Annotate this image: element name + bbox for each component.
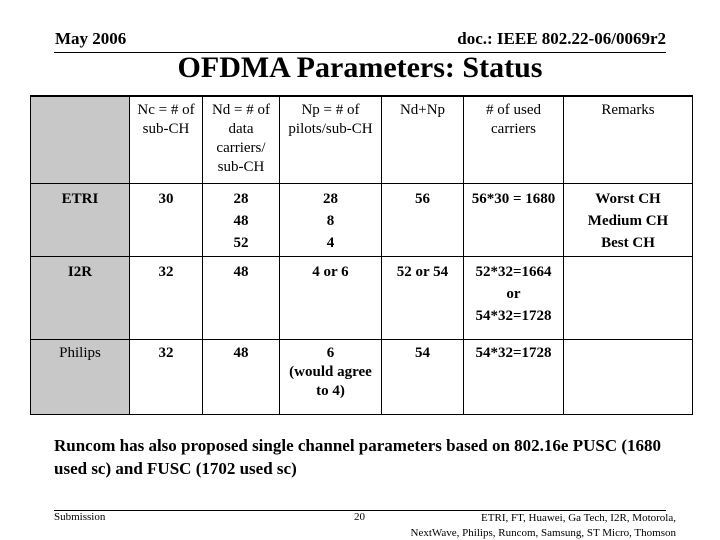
table-cell: 54 (382, 340, 464, 415)
page-number: 20 (354, 511, 365, 523)
table-cell: 28 48 52 (203, 184, 280, 257)
table-cell: 56*30 = 1680 (464, 184, 564, 257)
header-cell (31, 96, 130, 184)
row-label: I2R (31, 257, 130, 340)
header-doc-id: doc.: IEEE 802.22-06/0069r2 (457, 29, 666, 48)
header-cell: Nc = # of sub-CH (130, 96, 203, 184)
table-cell: 52 or 54 (382, 257, 464, 340)
table-cell: 6 (would agree to 4) (280, 340, 382, 415)
header-cell: Nd = # of data carriers/ sub-CH (203, 96, 280, 184)
table-row (31, 340, 693, 415)
table-cell: 54*32=1728 (464, 340, 564, 415)
table-cell: 52*32=1664 or 54*32=1728 (464, 257, 564, 340)
table-row (31, 257, 693, 340)
footer-authors (411, 511, 676, 540)
table-cell: 32 (130, 340, 203, 415)
header-cell: Nd+Np (382, 96, 464, 184)
table-cell: 32 (130, 257, 203, 340)
table-cell: 48 (203, 340, 280, 415)
table-cell: Worst CH Medium CH Best CH (564, 184, 693, 257)
table-header-row (31, 96, 693, 184)
runcom-note: Runcom has also proposed single channel parameters based on 802.16e PUSC (1680 used sc) and FUSC (1702 used sc) (54, 436, 662, 478)
authors-line-2: NextWave, Philips, Runcom, Samsung, ST Micro, Thomson (410, 527, 676, 539)
table-cell: 48 (203, 257, 280, 340)
header-cell: Np = # of pilots/sub-CH (280, 96, 382, 184)
row-label: Philips (31, 340, 130, 415)
row-label: ETRI (31, 184, 130, 257)
table-cell (564, 340, 693, 415)
table-cell: 4 or 6 (280, 257, 382, 340)
parameters-table (30, 95, 693, 415)
table-cell: 56 (382, 184, 464, 257)
header-date: May 2006 (55, 29, 127, 48)
table-cell: 28 8 4 (280, 184, 382, 257)
table-cell: 30 (130, 184, 203, 257)
table-cell (564, 257, 693, 340)
slide-title: OFDMA Parameters: Status (177, 51, 543, 84)
table-row (31, 184, 693, 257)
header-cell: # of used carriers (464, 96, 564, 184)
footer-submission: Submission (54, 511, 106, 523)
authors-line-1: ETRI, FT, Huawei, Ga Tech, I2R, Motorola, (481, 512, 676, 524)
header-cell: Remarks (564, 96, 693, 184)
